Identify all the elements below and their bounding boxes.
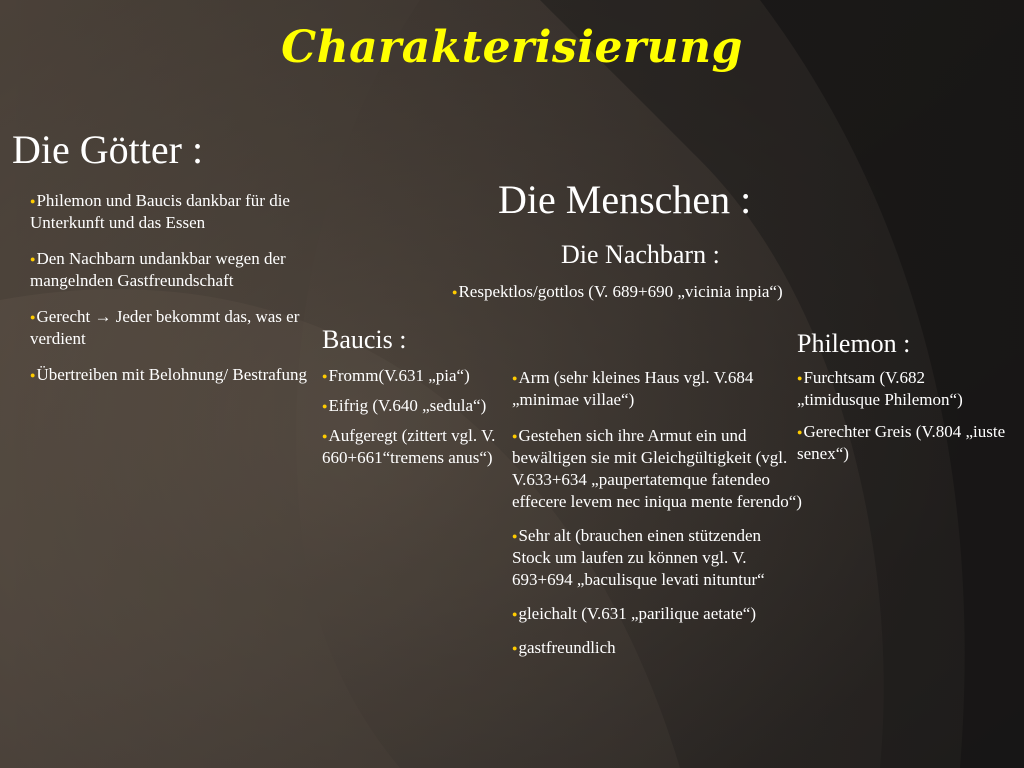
bullet-icon: ● (512, 531, 518, 541)
list-item: ●Eifrig (V.640 „sedula“) (322, 396, 487, 415)
bullet-icon: ● (30, 254, 36, 264)
list-item: ●Übertreiben mit Belohnung/ Bestrafung (30, 365, 307, 384)
list-item: ●Sehr alt (brauchen einen stützenden Stock um laufen zu können vgl. V. 693+694 „baculisque levati nituntur“ (512, 526, 765, 589)
nachbarn-item: ●Respektlos/gottlos (V. 689+690 „vicinia inpia“) (452, 282, 783, 301)
list-item: ●Fromm(V.631 „pia“) (322, 366, 470, 385)
bullet-icon: ● (512, 431, 518, 441)
list-item: ●Gerecht → Jeder bekommt das, was er verdient (30, 307, 300, 348)
page-title: Charakterisierung (281, 22, 743, 73)
bullet-icon: ● (322, 401, 328, 411)
baucis-list (322, 365, 510, 477)
list-item: ●Den Nachbarn undankbar wegen der mangelnden Gastfreundschaft (30, 249, 286, 290)
bullet-icon: ● (512, 643, 518, 653)
philemon-list (797, 367, 1012, 479)
bullet-icon: ● (797, 427, 803, 437)
goetter-heading: Die Götter : (12, 127, 204, 172)
bullet-icon: ● (797, 373, 803, 383)
list-item: ●gleichalt (V.631 „parilique aetate“) (512, 604, 757, 623)
list-item: ●Gestehen sich ihre Armut ein und bewältigen sie mit Gleichgültigkeit (vgl. V.633+634 „paupertatemque fatendeo effecere levem nec iniqua mente ferendo“) (512, 426, 802, 511)
bullet-icon: ● (512, 373, 518, 383)
goetter-list (30, 190, 320, 400)
bullet-icon: ● (322, 371, 328, 381)
menschen-heading: Die Menschen : (498, 177, 752, 222)
bullet-icon: ● (30, 370, 36, 380)
list-item: ●Philemon und Baucis dankbar für die Unterkunft und das Essen (30, 191, 290, 232)
philemon-heading: Philemon : (797, 329, 911, 358)
both-list (512, 367, 804, 667)
bullet-icon: ● (512, 609, 518, 619)
bullet-icon: ● (30, 312, 36, 322)
baucis-heading: Baucis : (322, 325, 407, 354)
nachbarn-heading: Die Nachbarn : (561, 240, 720, 269)
list-item: ●Furchtsam (V.682 „timidusque Philemon“) (797, 368, 963, 409)
bullet-icon: ● (452, 287, 458, 297)
list-item: ●Gerechter Greis (V.804 „iuste senex“) (797, 422, 1006, 463)
list-item: ●Aufgeregt (zittert vgl. V. 660+661“tremens anus“) (322, 426, 496, 467)
list-item: ●Arm (sehr kleines Haus vgl. V.684 „minimae villae“) (512, 368, 754, 409)
list-item: ●gastfreundlich (512, 638, 616, 657)
bullet-icon: ● (30, 196, 36, 206)
bullet-icon: ● (322, 431, 328, 441)
